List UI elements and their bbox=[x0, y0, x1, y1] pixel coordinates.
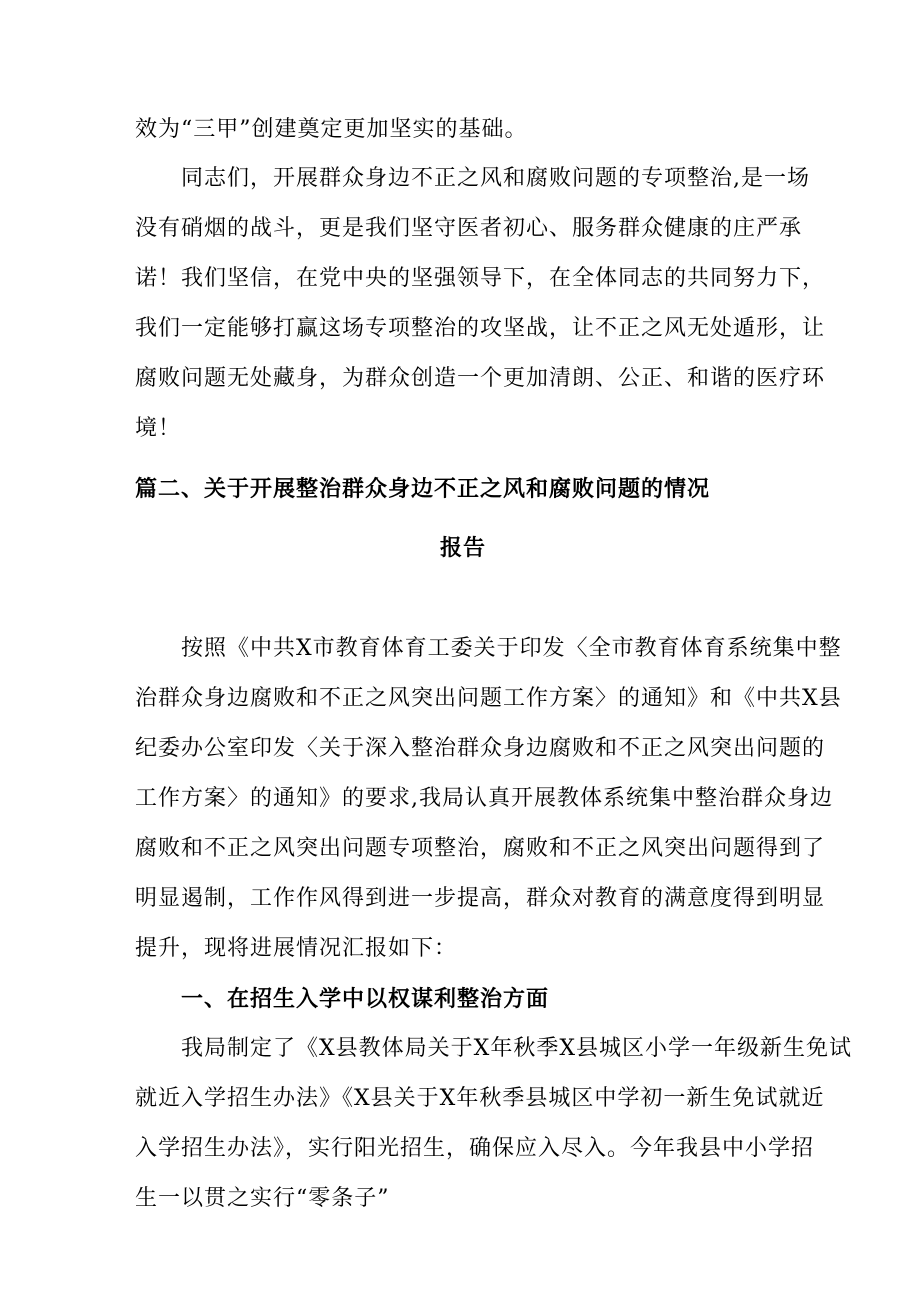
paragraph-line: 工作方案〉的通知》的要求,我局认真开展教体系统集中整治群众身边 bbox=[135, 786, 833, 811]
paragraph-line: 纪委办公室印发〈关于深入整治群众身边腐败和不正之风突出问题的 bbox=[135, 736, 826, 761]
paragraph-line: 明显遏制，工作作风得到进一步提高，群众对教育的满意度得到明显 bbox=[135, 886, 826, 911]
paragraph-line: 境！ bbox=[135, 416, 182, 441]
paragraph-line: 我局制定了《X县教体局关于X年秋季X县城区小学一年级新生免试 bbox=[181, 1036, 852, 1061]
paragraph-line: 我们一定能够打赢这场专项整治的攻坚战，让不正之风无处遁形，让 bbox=[135, 316, 826, 341]
paragraph-line: 入学招生办法》，实行阳光招生，确保应入尽入。今年我县中小学招 bbox=[135, 1136, 815, 1161]
paragraph-line: 诺！我们坚信，在党中央的坚强领导下，在全体同志的共同努力下， bbox=[135, 266, 826, 291]
paragraph-line: 同志们，开展群众身边不正之风和腐败问题的专项整治,是一场 bbox=[181, 166, 810, 191]
paragraph-line: 按照《中共X市教育体育工委关于印发〈全市教育体育系统集中整 bbox=[181, 636, 842, 661]
section-title: 篇二、关于开展整治群众身边不正之风和腐败问题的情况 bbox=[135, 476, 711, 502]
subheading: 一、在招生入学中以权谋利整治方面 bbox=[181, 986, 550, 1012]
paragraph-line: 治群众身边腐败和不正之风突出问题工作方案〉的通知》和《中共X县 bbox=[135, 686, 842, 711]
section-title-continued: 报告 bbox=[440, 535, 487, 561]
paragraph-line: 效为“三甲”创建奠定更加坚实的基础。 bbox=[135, 117, 528, 142]
paragraph-line: 提升，现将进展情况汇报如下： bbox=[135, 936, 458, 961]
paragraph-line: 没有硝烟的战斗，更是我们坚守医者初心、服务群众健康的庄严承 bbox=[135, 216, 803, 241]
paragraph-line: 腐败和不正之风突出问题专项整治，腐败和不正之风突出问题得到了 bbox=[135, 836, 826, 861]
paragraph-line: 生一以贯之实行“零条子” bbox=[135, 1186, 390, 1211]
paragraph-line: 腐败问题无处藏身，为群众创造一个更加清朗、公正、和谐的医疗环 bbox=[135, 366, 826, 391]
paragraph-line: 就近入学招生办法》《X县关于X年秋季县城区中学初一新生免试就近 bbox=[135, 1086, 825, 1111]
